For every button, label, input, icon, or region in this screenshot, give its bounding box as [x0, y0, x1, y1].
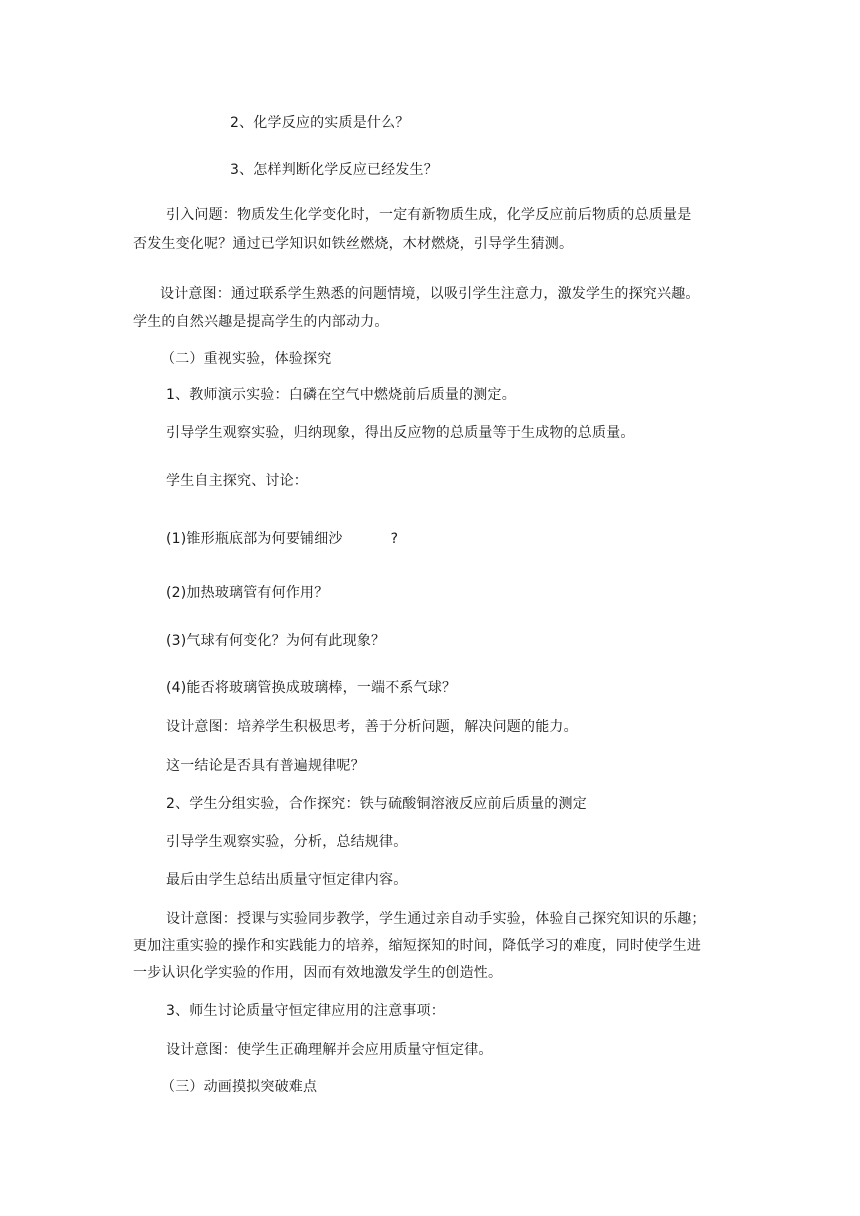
sub-question-1-mark: ? — [390, 531, 399, 547]
point-1-guide: 引导学生观察实验，归纳现象，得出反应物的总质量等于生成物的总质量。 — [166, 425, 635, 441]
point-1-discussion: 学生自主探究、讨论： — [166, 473, 308, 489]
sub-question-4: (4)能否将玻璃管换成玻璃棒，一端不系气球？ — [166, 680, 457, 696]
point-3: 3、师生讨论质量守恒定律应用的注意事项： — [166, 1003, 445, 1019]
sub-question-1-text: (1)锥形瓶底部为何要铺细沙 — [166, 531, 343, 547]
design-intent-3-line-2: 更加注重实验的操作和实践能力的培养，缩短探知的时间，降低学习的难度，同时使学生进 — [133, 938, 701, 954]
intro-paragraph-line-1: 引入问题：物质发生化学变化时，一定有新物质生成，化学反应前后物质的总质量是 — [166, 207, 692, 223]
question-3: 3、怎样判断化学反应已经发生？ — [230, 162, 438, 178]
sub-question-1 — [166, 530, 398, 548]
design-intent-3-line-3: 一步认识化学实验的作用，因而有效地激发学生的创造性。 — [133, 965, 503, 981]
design-intent-4: 设计意图：使学生正确理解并会应用质量守恒定律。 — [166, 1042, 493, 1058]
point-2: 2、学生分组实验，合作探究：铁与硫酸铜溶液反应前后质量的测定 — [166, 796, 587, 812]
sub-question-3: (3)气球有何变化？为何有此现象？ — [166, 633, 386, 649]
design-intent-3-line-1: 设计意图：授课与实验同步教学，学生通过亲自动手实验，体验自己探究知识的乐趣； — [166, 911, 706, 927]
point-2-guide: 引导学生观察实验，分析，总结规律。 — [166, 834, 408, 850]
design-intent-1-line-2: 学生的自然兴趣是提高学生的内部动力。 — [133, 314, 389, 330]
question-2: 2、化学反应的实质是什么？ — [230, 115, 410, 131]
conclusion-question: 这一结论是否具有普遍规律呢？ — [166, 758, 365, 774]
point-2-summary: 最后由学生总结出质量守恒定律内容。 — [166, 872, 408, 888]
intro-paragraph-line-2: 否发生变化呢？通过已学知识如铁丝燃烧，木材燃烧，引导学生猜测。 — [133, 236, 574, 252]
design-intent-1-line-1: 设计意图：通过联系学生熟悉的问题情境，以吸引学生注意力，激发学生的探究兴趣。 — [160, 286, 700, 302]
point-1: 1、教师演示实验：白磷在空气中燃烧前后质量的测定。 — [166, 387, 516, 403]
section-2-heading: （二）重视实验，体验探究 — [161, 351, 332, 367]
section-3-heading: （三）动画摸拟突破难点 — [161, 1079, 318, 1095]
design-intent-2: 设计意图：培养学生积极思考，善于分析问题，解决问题的能力。 — [166, 719, 578, 735]
sub-question-2: (2)加热玻璃管有何作用？ — [166, 585, 329, 601]
